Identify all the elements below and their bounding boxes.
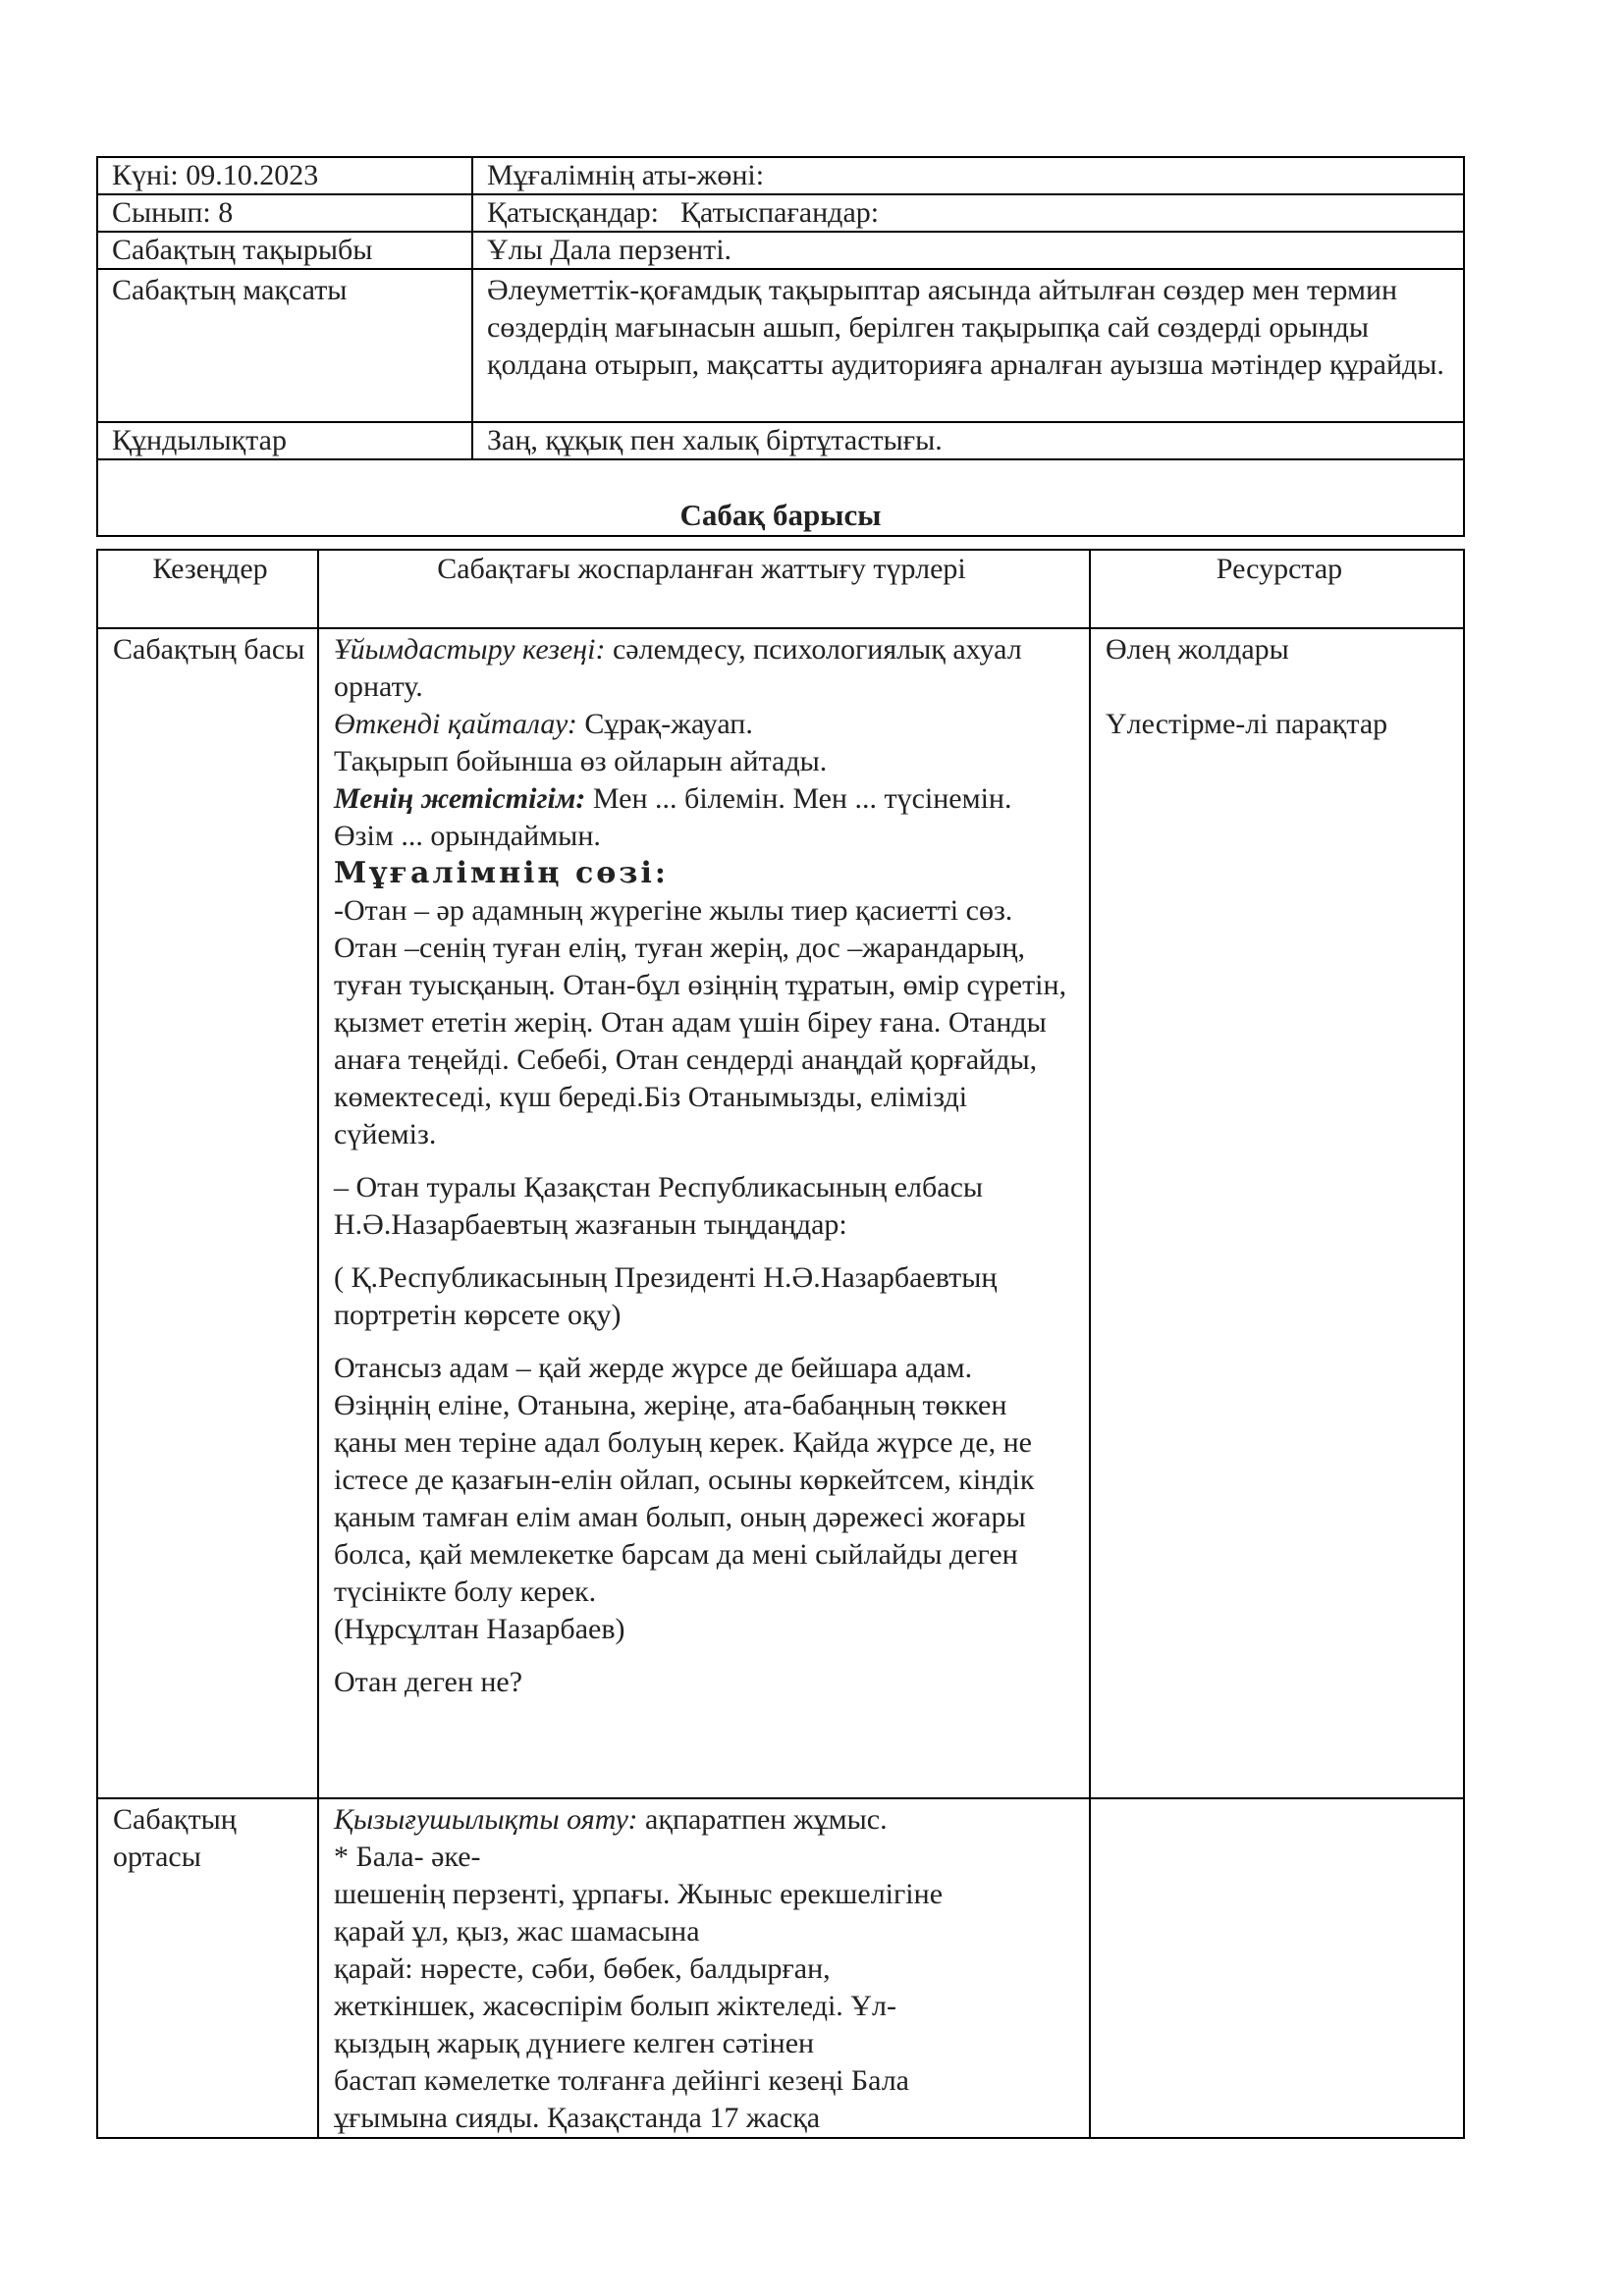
- teacher-name-cell: Мұғалімнің аты-жөні:: [472, 157, 1464, 194]
- portrait-note: ( Қ.Республикасының Президенті Н.Ә.Назарбаевтың портретін көрсете оқу): [334, 1261, 998, 1331]
- child-text-line-1: * Бала- әке-: [334, 1841, 481, 1873]
- achievement-text: Мен ... білемін. Мен ... түсінемін. Өзім ... орындаймын.: [334, 782, 1012, 852]
- lesson-row-beginning: [97, 628, 1464, 1798]
- beginning-resources: [1090, 628, 1464, 1798]
- stage-beginning: Сабақтың басы: [97, 628, 318, 1798]
- teacher-words-heading: Мұғалімнің сөзі:: [334, 856, 669, 890]
- child-text-line-7: бастап кәмелетке толғанға дейінгі кезеңі Бала: [334, 2064, 909, 2097]
- child-text-line-6: қыздың жарық дүниеге келген сәтінен: [334, 2027, 815, 2059]
- present-label: Қатысқандар:: [487, 196, 659, 229]
- review-label: Өткенді қайталау:: [334, 708, 577, 740]
- org-stage-label: Ұйымдастыру кезеңі:: [334, 633, 606, 666]
- col-exercises-header: Сабақтағы жоспарланған жаттығу түрлері: [318, 550, 1090, 628]
- org-stage-line: [334, 631, 1069, 706]
- absent-label: Қатыспағандар:: [680, 196, 880, 229]
- child-text-line-5: жеткіншек, жасөспірім болып жіктеледі. Ұл-: [334, 1990, 896, 2022]
- listen-instruction: – Отан туралы Қазақстан Республикасының елбасы Н.Ә.Назарбаевтың жазғанын тыңдаңдар:: [334, 1171, 984, 1241]
- topic-label: Сабақтың тақырыбы: [97, 232, 472, 269]
- values-value: Заң, құқық пен халық біртұтастығы.: [472, 422, 1464, 459]
- lesson-row-middle: [97, 1798, 1464, 2138]
- values-label: Құндылықтар: [97, 422, 472, 459]
- info-row-class: [97, 194, 1464, 232]
- class-cell: Сынып: 8: [97, 194, 472, 232]
- child-text-line-4: қарай: нәресте, сәби, бөбек, балдырған,: [334, 1952, 831, 1985]
- achievement-line: [334, 780, 1069, 855]
- info-row-goal: [97, 269, 1464, 422]
- interest-line: [334, 1801, 1069, 1839]
- question-line: Отан деген не?: [334, 1666, 523, 1698]
- org-stage-text: сәлемдесу, психологиялық ахуал орнату.: [334, 633, 1022, 703]
- review-text: Сұрақ-жауап.: [576, 708, 753, 740]
- progress-heading: Сабақ барысы: [97, 459, 1464, 536]
- child-text-line-3: қарай ұл, қыз, жас шамасына: [334, 1915, 700, 1948]
- lesson-info-table: [96, 156, 1465, 537]
- info-row-heading: [97, 459, 1464, 536]
- info-row-date: [97, 157, 1464, 194]
- interest-text: ақпаратпен жұмыс.: [637, 1803, 888, 1836]
- child-text-line-2: шешенің перзенті, ұрпағы. Жыныс ерекшелігіне: [334, 1878, 944, 1910]
- resource-handouts: Үлестірме-лі парақтар: [1106, 708, 1388, 740]
- beginning-content: [318, 628, 1090, 1798]
- quote-author: (Нұрсұлтан Назарбаев): [334, 1613, 625, 1645]
- attendance-cell: [472, 194, 1464, 232]
- achievement-label: Менің жетістігім:: [334, 782, 586, 815]
- resource-poem-lines: Өлең жолдары: [1106, 633, 1289, 666]
- interest-label: Қызығушылықты ояту:: [334, 1803, 638, 1836]
- info-row-topic: [97, 232, 1464, 269]
- col-stages-header: Кезеңдер: [97, 550, 318, 628]
- quote-paragraph: Отансыз адам – қай жерде жүрсе де бейшара адам. Өзіңнің еліне, Отанына, жеріңе, ата-бабаңның төккен қаны мен теріне адал болуың керек. Қайда жүрсе де, не істесе де қазағын-елін ойлап, осыны көркейтсем, кіндік қаным тамған елім аман болып, оның дәрежесі жоғары болса, қай мемлекетке барсам да мені сыйлайды деген түсінікте болу керек.: [334, 1352, 1035, 1608]
- child-text-line-8: ұғымына сияды. Қазақстанда 17 жасқа: [334, 2102, 821, 2134]
- middle-resources: [1090, 1798, 1464, 2138]
- review-line: [334, 706, 1069, 743]
- homeland-paragraph: -Отан – әр адамның жүрегіне жылы тиер қасиетті сөз. Отан –сенің туған елің, туған жерің, дос –жарандарың, туған туысқаның. Отан-бұл өзіңнің тұратын, өмір сүретін, қызмет ететін жерің. Отан адам үшін біреу ғана. Отанды анаға теңейді. Себебі, Отан сендерді анаңдай қорғайды, көмектеседі, күш береді.Біз Отанымызды, елімізді сүйеміз.: [334, 894, 1067, 1150]
- info-row-values: [97, 422, 1464, 459]
- goal-label: Сабақтың мақсаты: [97, 269, 472, 422]
- col-resources-header: Ресурстар: [1090, 550, 1464, 628]
- lesson-header-row: [97, 550, 1464, 628]
- date-cell: Күні: 09.10.2023: [97, 157, 472, 194]
- stage-middle: Сабақтың ортасы: [97, 1798, 318, 2138]
- goal-value: Әлеуметтік-қоғамдық тақырыптар аясында айтылған сөздер мен термин сөздердің мағынасын ашып, берілген тақырыпқа сай сөздерді орынды қолдана отырып, мақсатты аудиторияға арналған ауызша мәтіндер құрайды.: [472, 269, 1464, 422]
- topic-value: Ұлы Дала перзенті.: [472, 232, 1464, 269]
- lesson-progress-table: [96, 549, 1465, 2139]
- middle-content: [318, 1798, 1090, 2138]
- opinions-line: Тақырып бойынша өз ойларын айтады.: [334, 745, 828, 777]
